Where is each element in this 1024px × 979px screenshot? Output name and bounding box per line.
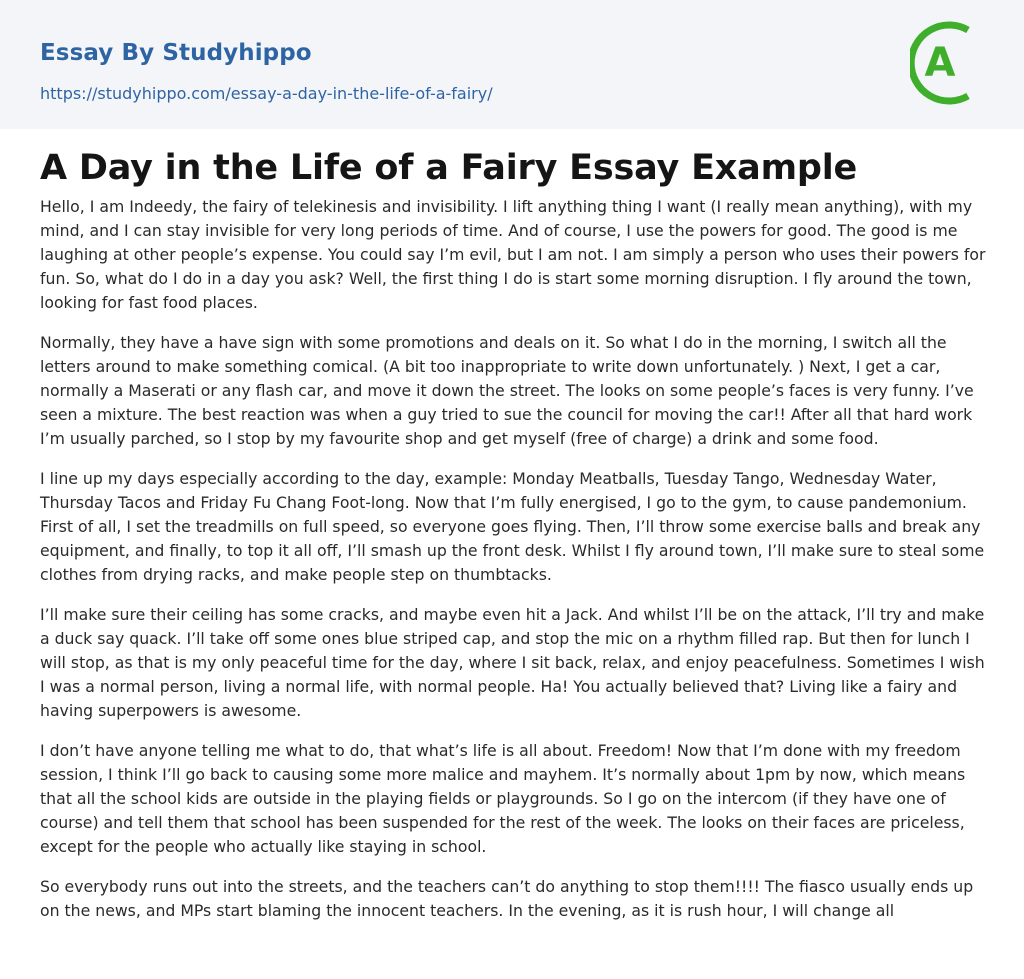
essay-body [40, 195, 988, 923]
essay-paragraph: I’ll make sure their ceiling has some cracks, and maybe even hit a Jack. And whilst I’ll be on the attack, I’ll try and make a duck say quack. I’ll take off some ones blue striped cap, and stop the mic on a rhythm filled rap. But then for lunch I will stop, as that is my only peaceful time for the day, where I sit back, relax, and enjoy peacefulness. Sometimes I wish I was a normal person, living a normal life, with normal people. Ha! You actually believed that? Living like a fairy and having superpowers is awesome. [40, 605, 985, 720]
essay-paragraph: I line up my days especially according to the day, example: Monday Meatballs, Tuesday Tango, Wednesday Water, Thursday Tacos and Friday Fu Chang Foot-long. Now that I’m fully energised, I go to the gym, to cause pandemonium. First of all, I set the treadmills on full speed, so everyone goes flying. Then, I’ll throw some exercise balls and break any equipment, and finally, to top it all off, I’ll smash up the front desk. Whilst I fly around town, I’ll make sure to steal some clothes from drying racks, and make people step on thumbtacks. [40, 469, 985, 584]
essay-paragraph: I don’t have anyone telling me what to do, that what’s life is all about. Freedom! Now that I’m done with my freedom session, I think I’ll go back to causing some more malice and mayhem. It’s normally about 1pm by now, which means that all the school kids are outside in the playing fields or playgrounds. So I go on the intercom (if they have one of course) and tell them that school has been suspended for the rest of the week. The looks on their faces are priceless, except for the people who actually like staying in school. [40, 741, 966, 856]
essay-content [40, 145, 988, 939]
essay-paragraph: So everybody runs out into the streets, and the teachers can’t do anything to stop them!!!! The fiasco usually ends up on the news, and MPs start blaming the innocent teachers. In the evening, as it is rush hour, I will change all [40, 877, 974, 920]
essay-url-link[interactable]: https://studyhippo.com/essay-a-day-in-the-life-of-a-fairy/ [40, 84, 493, 103]
essay-title: A Day in the Life of a Fairy Essay Example [40, 148, 858, 188]
logo-letter: A [924, 40, 956, 86]
site-brand[interactable]: Essay By Studyhippo [40, 40, 312, 66]
essay-paragraph: Normally, they have a have sign with some promotions and deals on it. So what I do in the morning, I switch all the letters around to make something comical. (A bit too inappropriate to write down unfortunately. ) Next, I get a car, normally a Maserati or any flash car, and move it down the street. The looks on some people’s faces is very funny. I’ve seen a mixture. The best reaction was when a guy tried to sue the council for moving the car!! After all that hard work I’m usually parched, so I stop by my favourite shop and get myself (free of charge) a drink and some food. [40, 333, 974, 448]
studyhippo-logo-icon[interactable] [910, 18, 990, 108]
site-header [0, 0, 1024, 129]
essay-paragraph: Hello, I am Indeedy, the fairy of telekinesis and invisibility. I lift anything thing I want (I really mean anything), with my mind, and I can stay invisible for very long periods of time. And of course, I use the powers for good. The good is me laughing at other people’s expense. You could say I’m evil, but I am not. I am simply a person who uses their powers for fun. So, what do I do in a day you ask? Well, the first thing I do is start some morning disruption. I fly around the town, looking for fast food places. [40, 197, 986, 312]
